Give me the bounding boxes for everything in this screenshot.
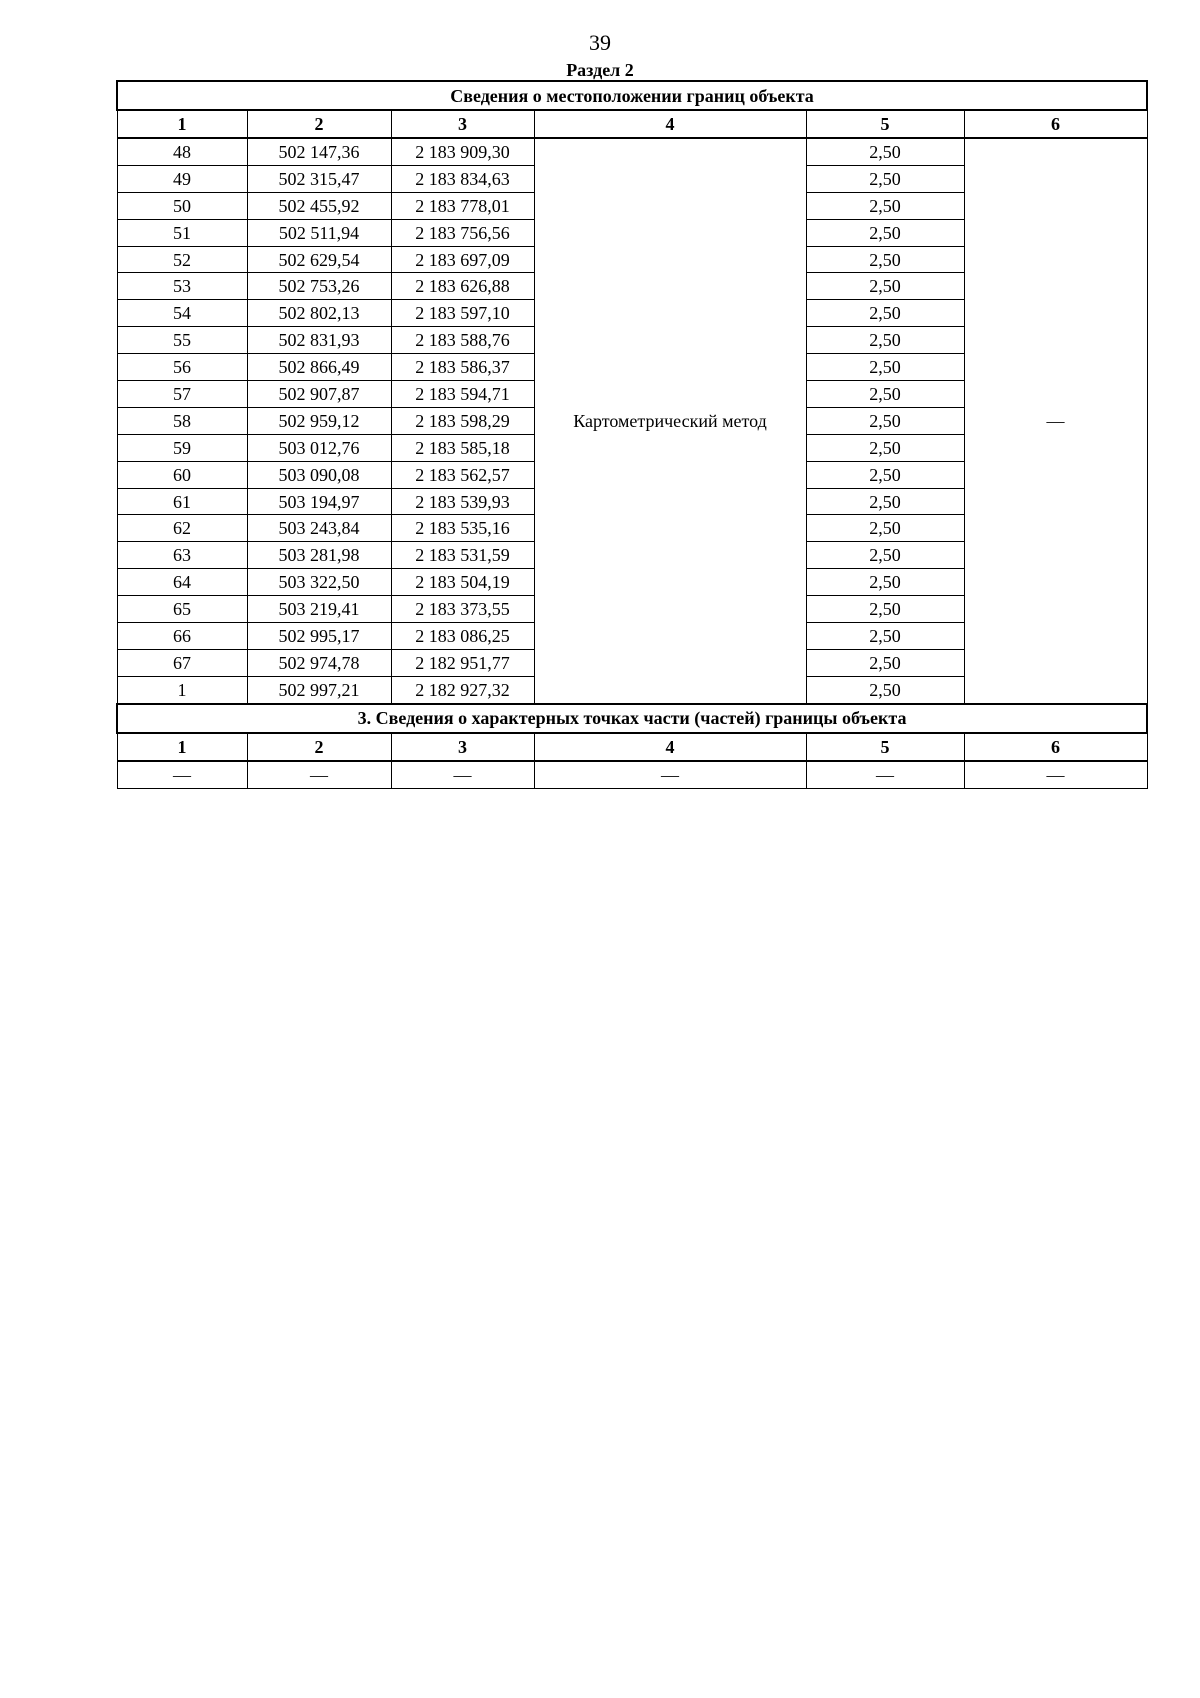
y-coordinate: 2 183 697,09 xyxy=(391,246,534,273)
y-coordinate: 2 183 778,01 xyxy=(391,192,534,219)
point-number: 61 xyxy=(117,488,247,515)
empty-cell: — xyxy=(117,761,247,788)
table1-heading-row xyxy=(117,81,1147,110)
accuracy-value: 2,50 xyxy=(806,246,964,273)
x-coordinate: 503 243,84 xyxy=(247,515,391,542)
accuracy-value: 2,50 xyxy=(806,515,964,542)
y-coordinate: 2 182 951,77 xyxy=(391,649,534,676)
x-coordinate: 502 455,92 xyxy=(247,192,391,219)
accuracy-value: 2,50 xyxy=(806,434,964,461)
y-coordinate: 2 183 504,19 xyxy=(391,569,534,596)
x-coordinate: 502 147,36 xyxy=(247,138,391,165)
x-coordinate: 502 974,78 xyxy=(247,649,391,676)
empty-cell: — xyxy=(806,761,964,788)
x-coordinate: 502 995,17 xyxy=(247,623,391,650)
accuracy-value: 2,50 xyxy=(806,192,964,219)
section-title: Раздел 2 xyxy=(566,60,634,80)
accuracy-value: 2,50 xyxy=(806,623,964,650)
y-coordinate: 2 183 539,93 xyxy=(391,488,534,515)
column6-value: — xyxy=(964,138,1147,704)
x-coordinate: 502 802,13 xyxy=(247,300,391,327)
table2-column-numbers xyxy=(117,733,1147,761)
column-number: 2 xyxy=(247,110,391,138)
empty-cell: — xyxy=(391,761,534,788)
x-coordinate: 503 281,98 xyxy=(247,542,391,569)
boundary-table xyxy=(116,80,1148,789)
accuracy-value: 2,50 xyxy=(806,596,964,623)
point-number: 55 xyxy=(117,327,247,354)
x-coordinate: 502 629,54 xyxy=(247,246,391,273)
y-coordinate: 2 183 756,56 xyxy=(391,219,534,246)
empty-cell: — xyxy=(964,761,1147,788)
column-number: 2 xyxy=(247,733,391,761)
x-coordinate: 502 315,47 xyxy=(247,165,391,192)
determination-method: Картометрический метод xyxy=(534,138,806,704)
page-number: 39 xyxy=(589,30,611,55)
y-coordinate: 2 183 626,88 xyxy=(391,273,534,300)
x-coordinate: 503 194,97 xyxy=(247,488,391,515)
y-coordinate: 2 183 086,25 xyxy=(391,623,534,650)
point-number: 63 xyxy=(117,542,247,569)
y-coordinate: 2 183 594,71 xyxy=(391,381,534,408)
table1-column-numbers xyxy=(117,110,1147,138)
column-number: 1 xyxy=(117,733,247,761)
column-number: 6 xyxy=(964,110,1147,138)
accuracy-value: 2,50 xyxy=(806,165,964,192)
point-number: 56 xyxy=(117,354,247,381)
accuracy-value: 2,50 xyxy=(806,138,964,165)
column-number: 1 xyxy=(117,110,247,138)
x-coordinate: 502 831,93 xyxy=(247,327,391,354)
y-coordinate: 2 183 588,76 xyxy=(391,327,534,354)
point-number: 51 xyxy=(117,219,247,246)
y-coordinate: 2 183 562,57 xyxy=(391,461,534,488)
point-number: 64 xyxy=(117,569,247,596)
point-number: 53 xyxy=(117,273,247,300)
x-coordinate: 503 219,41 xyxy=(247,596,391,623)
point-number: 50 xyxy=(117,192,247,219)
y-coordinate: 2 183 909,30 xyxy=(391,138,534,165)
y-coordinate: 2 182 927,32 xyxy=(391,676,534,703)
point-number: 57 xyxy=(117,381,247,408)
table2-empty-row xyxy=(117,761,1147,788)
point-number: 59 xyxy=(117,434,247,461)
point-number: 60 xyxy=(117,461,247,488)
point-number: 65 xyxy=(117,596,247,623)
accuracy-value: 2,50 xyxy=(806,327,964,354)
table2-heading-row xyxy=(117,704,1147,733)
y-coordinate: 2 183 535,16 xyxy=(391,515,534,542)
x-coordinate: 502 866,49 xyxy=(247,354,391,381)
accuracy-value: 2,50 xyxy=(806,542,964,569)
y-coordinate: 2 183 531,59 xyxy=(391,542,534,569)
x-coordinate: 503 012,76 xyxy=(247,434,391,461)
column-number: 3 xyxy=(391,110,534,138)
accuracy-value: 2,50 xyxy=(806,219,964,246)
empty-cell: — xyxy=(247,761,391,788)
accuracy-value: 2,50 xyxy=(806,676,964,703)
accuracy-value: 2,50 xyxy=(806,354,964,381)
x-coordinate: 503 322,50 xyxy=(247,569,391,596)
table1-heading: Сведения о местоположении границ объекта xyxy=(117,81,1147,110)
table-row xyxy=(117,138,1147,165)
point-number: 1 xyxy=(117,676,247,703)
y-coordinate: 2 183 586,37 xyxy=(391,354,534,381)
point-number: 52 xyxy=(117,246,247,273)
x-coordinate: 502 907,87 xyxy=(247,381,391,408)
y-coordinate: 2 183 585,18 xyxy=(391,434,534,461)
x-coordinate: 502 959,12 xyxy=(247,407,391,434)
accuracy-value: 2,50 xyxy=(806,273,964,300)
y-coordinate: 2 183 373,55 xyxy=(391,596,534,623)
point-number: 49 xyxy=(117,165,247,192)
y-coordinate: 2 183 597,10 xyxy=(391,300,534,327)
accuracy-value: 2,50 xyxy=(806,381,964,408)
x-coordinate: 502 997,21 xyxy=(247,676,391,703)
table2-heading: 3. Сведения о характерных точках части (частей) границы объекта xyxy=(117,704,1147,733)
x-coordinate: 502 511,94 xyxy=(247,219,391,246)
point-number: 48 xyxy=(117,138,247,165)
column-number: 6 xyxy=(964,733,1147,761)
accuracy-value: 2,50 xyxy=(806,569,964,596)
point-number: 67 xyxy=(117,649,247,676)
accuracy-value: 2,50 xyxy=(806,461,964,488)
x-coordinate: 503 090,08 xyxy=(247,461,391,488)
point-number: 62 xyxy=(117,515,247,542)
y-coordinate: 2 183 834,63 xyxy=(391,165,534,192)
point-number: 54 xyxy=(117,300,247,327)
accuracy-value: 2,50 xyxy=(806,649,964,676)
accuracy-value: 2,50 xyxy=(806,407,964,434)
accuracy-value: 2,50 xyxy=(806,488,964,515)
column-number: 5 xyxy=(806,733,964,761)
point-number: 66 xyxy=(117,623,247,650)
column-number: 4 xyxy=(534,733,806,761)
x-coordinate: 502 753,26 xyxy=(247,273,391,300)
accuracy-value: 2,50 xyxy=(806,300,964,327)
column-number: 5 xyxy=(806,110,964,138)
point-number: 58 xyxy=(117,407,247,434)
y-coordinate: 2 183 598,29 xyxy=(391,407,534,434)
column-number: 3 xyxy=(391,733,534,761)
column-number: 4 xyxy=(534,110,806,138)
empty-cell: — xyxy=(534,761,806,788)
